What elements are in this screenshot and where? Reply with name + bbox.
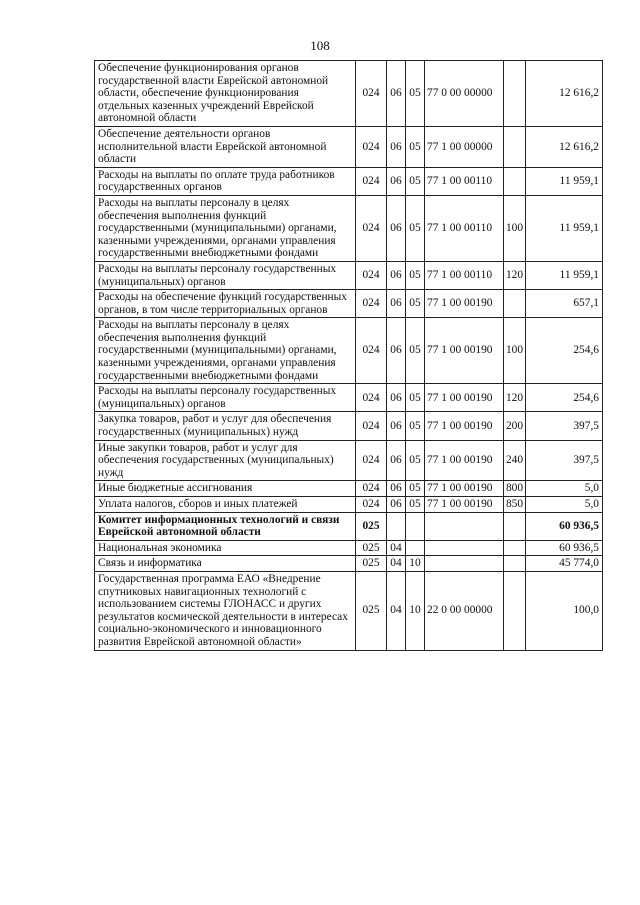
row-grbs-code: 024 [356, 126, 387, 167]
table-row [95, 571, 603, 650]
row-subsection-code: 10 [406, 571, 425, 650]
row-section-code: 06 [387, 61, 406, 127]
row-name: Расходы на выплаты персоналу государственных (муниципальных) органов [95, 384, 356, 412]
row-name: Национальная экономика [95, 540, 356, 556]
table-row [95, 412, 603, 440]
table-row [95, 290, 603, 318]
row-section-code: 06 [387, 167, 406, 195]
row-grbs-code: 024 [356, 290, 387, 318]
row-target-article-code: 77 1 00 00000 [425, 126, 504, 167]
row-subsection-code: 05 [406, 384, 425, 412]
row-amount: 60 936,5 [526, 512, 603, 540]
row-expense-type-code: 200 [504, 412, 526, 440]
row-target-article-code: 77 1 00 00190 [425, 412, 504, 440]
table-row [95, 512, 603, 540]
row-amount: 60 936,5 [526, 540, 603, 556]
table-row [95, 556, 603, 572]
table-row [95, 540, 603, 556]
table-row [95, 261, 603, 289]
row-grbs-code: 024 [356, 384, 387, 412]
row-section-code [387, 512, 406, 540]
row-subsection-code [406, 540, 425, 556]
row-grbs-code: 025 [356, 556, 387, 572]
row-amount: 45 774,0 [526, 556, 603, 572]
row-target-article-code: 77 1 00 00190 [425, 384, 504, 412]
row-section-code: 06 [387, 440, 406, 481]
row-target-article-code [425, 512, 504, 540]
row-amount: 12 616,2 [526, 126, 603, 167]
row-amount: 254,6 [526, 318, 603, 384]
row-amount: 12 616,2 [526, 61, 603, 127]
row-expense-type-code [504, 571, 526, 650]
row-name: Иные бюджетные ассигнования [95, 481, 356, 497]
row-grbs-code: 024 [356, 481, 387, 497]
row-name: Комитет информационных технологий и связи Еврейской автономной области [95, 512, 356, 540]
page-number: 108 [310, 38, 330, 53]
row-section-code: 04 [387, 540, 406, 556]
row-grbs-code: 024 [356, 61, 387, 127]
row-amount: 11 959,1 [526, 167, 603, 195]
row-expense-type-code: 100 [504, 318, 526, 384]
row-grbs-code: 025 [356, 512, 387, 540]
row-expense-type-code [504, 126, 526, 167]
budget-table [94, 60, 603, 651]
table-row [95, 195, 603, 261]
table-row [95, 440, 603, 481]
row-grbs-code: 024 [356, 195, 387, 261]
row-section-code: 06 [387, 384, 406, 412]
row-grbs-code: 024 [356, 261, 387, 289]
table-row [95, 481, 603, 497]
row-name: Связь и информатика [95, 556, 356, 572]
row-amount: 5,0 [526, 497, 603, 513]
row-expense-type-code [504, 290, 526, 318]
row-subsection-code: 05 [406, 481, 425, 497]
row-section-code: 06 [387, 195, 406, 261]
row-expense-type-code: 100 [504, 195, 526, 261]
table-row [95, 167, 603, 195]
row-grbs-code: 024 [356, 440, 387, 481]
table-row [95, 318, 603, 384]
row-target-article-code: 77 1 00 00190 [425, 440, 504, 481]
row-amount: 657,1 [526, 290, 603, 318]
row-target-article-code: 77 0 00 00000 [425, 61, 504, 127]
row-amount: 5,0 [526, 481, 603, 497]
row-expense-type-code [504, 512, 526, 540]
row-amount: 254,6 [526, 384, 603, 412]
row-target-article-code [425, 540, 504, 556]
row-target-article-code: 77 1 00 00190 [425, 481, 504, 497]
row-expense-type-code [504, 167, 526, 195]
row-name: Расходы на выплаты по оплате труда работников государственных органов [95, 167, 356, 195]
table-row [95, 126, 603, 167]
row-name: Уплата налогов, сборов и иных платежей [95, 497, 356, 513]
row-expense-type-code [504, 61, 526, 127]
row-name: Закупка товаров, работ и услуг для обеспечения государственных (муниципальных) нужд [95, 412, 356, 440]
row-grbs-code: 024 [356, 412, 387, 440]
row-amount: 11 959,1 [526, 261, 603, 289]
table-row [95, 384, 603, 412]
row-amount: 100,0 [526, 571, 603, 650]
row-section-code: 04 [387, 571, 406, 650]
row-grbs-code: 025 [356, 540, 387, 556]
row-expense-type-code [504, 556, 526, 572]
table-row [95, 61, 603, 127]
row-amount: 397,5 [526, 412, 603, 440]
row-target-article-code: 22 0 00 00000 [425, 571, 504, 650]
row-name: Обеспечение деятельности органов исполнительной власти Еврейской автономной области [95, 126, 356, 167]
row-section-code: 06 [387, 261, 406, 289]
row-subsection-code: 05 [406, 126, 425, 167]
row-subsection-code: 05 [406, 195, 425, 261]
row-section-code: 06 [387, 290, 406, 318]
row-expense-type-code: 120 [504, 384, 526, 412]
row-section-code: 04 [387, 556, 406, 572]
row-section-code: 06 [387, 481, 406, 497]
row-target-article-code: 77 1 00 00110 [425, 261, 504, 289]
row-grbs-code: 024 [356, 318, 387, 384]
row-subsection-code: 05 [406, 261, 425, 289]
row-name: Расходы на выплаты персоналу государственных (муниципальных) органов [95, 261, 356, 289]
row-subsection-code [406, 512, 425, 540]
row-subsection-code: 05 [406, 412, 425, 440]
row-name: Государственная программа ЕАО «Внедрение спутниковых навигационных технологий с использованием системы ГЛОНАСС и других результатов космической деятельности в интересах социально-экономического и инновационного развития Еврейской автономной области» [95, 571, 356, 650]
row-subsection-code: 10 [406, 556, 425, 572]
row-target-article-code: 77 1 00 00190 [425, 318, 504, 384]
row-name: Иные закупки товаров, работ и услуг для обеспечения государственных (муниципальных) нужд [95, 440, 356, 481]
table-row [95, 497, 603, 513]
row-grbs-code: 024 [356, 167, 387, 195]
row-section-code: 06 [387, 318, 406, 384]
row-grbs-code: 024 [356, 497, 387, 513]
row-amount: 11 959,1 [526, 195, 603, 261]
row-name: Расходы на обеспечение функций государственных органов, в том числе территориальных органов [95, 290, 356, 318]
row-target-article-code: 77 1 00 00190 [425, 497, 504, 513]
row-expense-type-code: 800 [504, 481, 526, 497]
row-expense-type-code: 850 [504, 497, 526, 513]
row-target-article-code: 77 1 00 00190 [425, 290, 504, 318]
row-amount: 397,5 [526, 440, 603, 481]
row-expense-type-code: 120 [504, 261, 526, 289]
row-expense-type-code [504, 540, 526, 556]
row-subsection-code: 05 [406, 440, 425, 481]
row-name: Расходы на выплаты персоналу в целях обеспечения выполнения функций государственными (муниципальными) органами, казенными учреждениями, органами управления государственными внебюджетными фондами [95, 195, 356, 261]
row-section-code: 06 [387, 412, 406, 440]
row-subsection-code: 05 [406, 61, 425, 127]
row-target-article-code [425, 556, 504, 572]
row-section-code: 06 [387, 497, 406, 513]
row-expense-type-code: 240 [504, 440, 526, 481]
row-target-article-code: 77 1 00 00110 [425, 167, 504, 195]
row-section-code: 06 [387, 126, 406, 167]
row-subsection-code: 05 [406, 318, 425, 384]
row-subsection-code: 05 [406, 290, 425, 318]
row-target-article-code: 77 1 00 00110 [425, 195, 504, 261]
row-grbs-code: 025 [356, 571, 387, 650]
row-subsection-code: 05 [406, 497, 425, 513]
row-name: Обеспечение функционирования органов государственной власти Еврейской автономной области, обеспечение функционирования отдельных казенных учреждений Еврейской автономной области [95, 61, 356, 127]
row-name: Расходы на выплаты персоналу в целях обеспечения выполнения функций государственными (муниципальными) органами, казенными учреждениями, органами управления государственными внебюджетными фондами [95, 318, 356, 384]
row-subsection-code: 05 [406, 167, 425, 195]
budget-table-body [95, 61, 603, 651]
